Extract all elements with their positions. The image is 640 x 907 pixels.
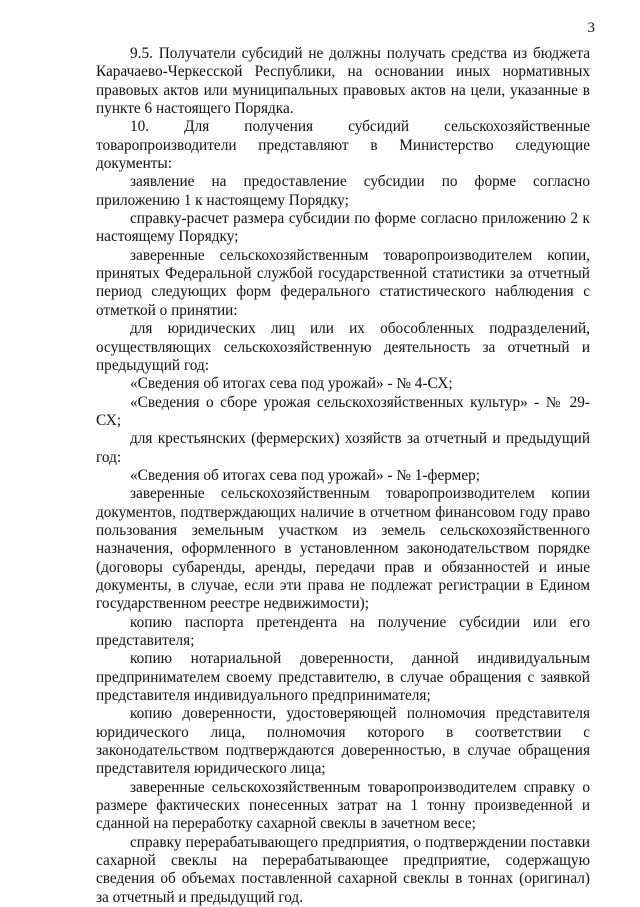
paragraph-10: 10. Для получения субсидий сельскохозяйственные товаропроизводители представляют в Министерство следующие документы: [96, 118, 590, 173]
page-number: 3 [587, 20, 595, 36]
list-item: копию доверенности, удостоверяющей полномочия представителя юридического лица, полномочия которого в соответствии с законодательством подтверждаются доверенностью, в случае обращения представителя юридического лица; [96, 705, 590, 778]
list-item: справку-расчет размера субсидии по форме согласно приложению 2 к настоящему Порядку; [96, 210, 590, 246]
body-text [96, 45, 590, 907]
list-item: заверенные сельскохозяйственным товаропроизводителем справку о размере фактических понесенных затрат на 1 тонну произведенной и сданной на переработку сахарной свеклы в зачетном весе; [96, 778, 590, 833]
list-item: заверенные сельскохозяйственным товаропроизводителем копии, принятых Федеральной службой государственной статистики за отчетный период следующих форм федерального статистического наблюдения с отметкой о принятии: [96, 246, 590, 319]
list-item: для крестьянских (фермерских) хозяйств за отчетный и предыдущий год: [96, 430, 590, 466]
list-item: «Сведения об итогах сева под урожай» - № 4-СХ; [130, 375, 453, 393]
list-item: «Сведения об итогах сева под урожай» - № 1-фермер; [130, 466, 481, 484]
list-item: заверенные сельскохозяйственным товаропроизводителем копии документов, подтверждающих наличие в отчетном финансовом году право пользования земельным участком из земель сельскохозяйственного назначения, оформленного в установленном законодательством порядке (договоры субаренды, аренды, передачи прав и обязанностей и иные документы, в случае, если эти права не подлежат регистрации в Едином государственном реестре недвижимости); [96, 485, 590, 613]
list-item: справку перерабатывающего предприятия, о подтверждении поставки сахарной свеклы на перерабатывающее предприятие, содержащую сведения об объемах поставленной сахарной свеклы в тоннах (оригинал) за отчетный и предыдущий год. [96, 833, 590, 906]
paragraph-9-5: 9.5. Получатели субсидий не должны получать средства из бюджета Карачаево-Черкесской Республики, на основании иных нормативных правовых актов или муниципальных правовых актов на цели, указанные в пункте 6 настоящего Порядка. [96, 45, 590, 118]
list-item: «Сведения о сборе урожая сельскохозяйственных культур» - № 29-СХ; [96, 393, 590, 429]
list-item: заявление на предоставление субсидии по форме согласно приложению 1 к настоящему Порядку; [96, 173, 590, 209]
list-item: копию паспорта претендента на получение субсидии или его представителя; [96, 613, 590, 649]
list-item: копию нотариальной доверенности, данной индивидуальным предпринимателем своему представителю, в случае обращения с заявкой представителя индивидуального предпринимателя; [96, 650, 590, 705]
list-item: для юридических лиц или их обособленных подразделений, осуществляющих сельскохозяйственную деятельность за отчетный и предыдущий год: [96, 320, 590, 374]
